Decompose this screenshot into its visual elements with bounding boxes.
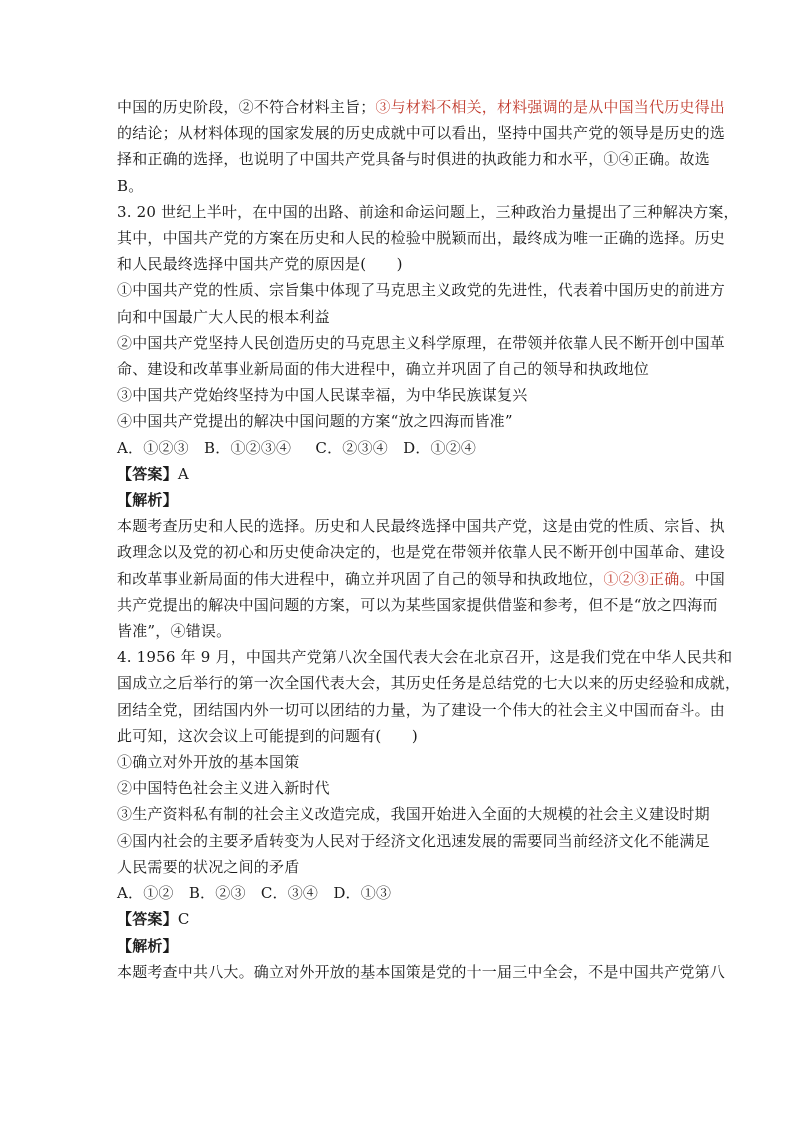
q4-item-2: ②中国特色社会主义进入新时代 (117, 779, 330, 798)
q4-answer (117, 906, 685, 932)
q4-item-1: ①确立对外开放的基本国策 (117, 753, 300, 772)
intro-line-3: 择和正确的选择，也说明了中国共产党具备与时俱进的执政能力和水平，①④正确。故选 (117, 150, 710, 169)
intro-line-4: B。 (117, 176, 144, 195)
q3-stem-line-1: 3. 20 世纪上半叶，在中国的出路、前途和命运问题上，三种政治力量提出了三种解决方案， (117, 202, 739, 221)
q3-analysis-line-1: 本题考查历史和人民的选择。历史和人民最终选择中国共产党，这是由党的性质、宗旨、执 (117, 517, 726, 536)
q4-stem-line-3: 团结全党，团结国内外一切可以团结的力量，为了建设一个伟大的社会主义中国而奋斗。由 (117, 700, 726, 719)
intro-line-2: 的结论；从材料体现的国家发展的历史成就中可以看出，坚持中国共产党的领导是历史的选 (117, 124, 726, 143)
q4-answer-value: C (177, 910, 190, 929)
q3-analysis-line-5: 皆准”，④错误。 (117, 622, 232, 641)
q4-options: A．①② B．②③ C．③④ D．①③ (117, 884, 392, 903)
q4-answer-label: 【答案】 (117, 910, 178, 929)
document-body (117, 94, 741, 985)
q3-stem-line-3: 和人民最终选择中国共产党的原因是( ) (117, 255, 403, 274)
q3-analysis-line-3-red: ①②③正确。 (603, 569, 695, 588)
q3-analysis-line-3-after: 中国 (694, 569, 726, 588)
q3-stem-line-2: 其中，中国共产党的方案在历史和人民的检验中脱颖而出，最终成为唯一正确的选择。历史 (117, 229, 726, 248)
q3-item-1a: ①中国共产党的性质、宗旨集中体现了马克思主义政党的先进性，代表着中国历史的前进方 (117, 281, 726, 300)
q3-analysis-line-4: 共产党提出的解决中国问题的方案，可以为某些国家提供借鉴和参考，但不是“放之四海而 (117, 595, 718, 614)
q3-answer-value: A (177, 464, 189, 483)
q3-answer-label: 【答案】 (117, 464, 178, 483)
q4-item-4a: ④国内社会的主要矛盾转变为人民对于经济文化迅速发展的需要同当前经济文化不能满足 (117, 831, 710, 850)
q3-item-2a: ②中国共产党坚持人民创造历史的马克思主义科学原理，在带领并依靠人民不断开创中国革 (117, 333, 726, 352)
intro-line-1-red-text: ③与材料不相关，材料强调的是从中国当代历史得出 (375, 98, 726, 116)
q3-item-3: ③中国共产党始终坚持为中国人民谋幸福，为中华民族谋复兴 (117, 386, 528, 405)
q4-item-3: ③生产资料私有制的社会主义改造完成，我国开始进入全面的大规模的社会主义建设时期 (117, 805, 710, 824)
q4-analysis-line-1: 本题考查中共八大。确立对外开放的基本国策是党的十一届三中全会，不是中国共产党第八 (117, 962, 726, 981)
q3-answer (117, 461, 685, 487)
q4-stem-line-4: 此可知，这次会议上可能提到的问题有( ) (117, 726, 418, 745)
q4-analysis-label: 【解析】 (117, 936, 178, 955)
q3-analysis-label: 【解析】 (117, 491, 178, 510)
intro-line-1 (117, 94, 726, 120)
q4-stem-line-1: 4. 1956 年 9 月，中国共产党第八次全国代表大会在北京召开，这是我们党在中华人民共和 (117, 648, 733, 667)
q3-item-2b: 命、建设和改革事业新局面的伟大进程中，确立并巩固了自己的领导和执政地位 (117, 360, 650, 379)
q4-stem-line-2: 国成立之后举行的第一次全国代表大会，其历史任务是总结党的七大以来的历史经验和成就， (117, 674, 741, 693)
q3-analysis-line-2: 政理念以及党的初心和历史使命决定的，也是党在带领并依靠人民不断开创中国革命、建设 (117, 543, 726, 562)
q3-options: A．①②③ B．①②③④ C．②③④ D．①②④ (117, 438, 477, 457)
q3-item-4: ④中国共产党提出的解决中国问题的方案“放之四海而皆准” (117, 412, 513, 431)
q4-item-4b: 人民需要的状况之间的矛盾 (117, 857, 300, 876)
q3-analysis-line-3 (117, 566, 726, 592)
intro-line-1-text: 中国的历史阶段，②不符合材料主旨； (117, 98, 376, 116)
q3-item-1b: 向和中国最广大人民的根本利益 (117, 307, 330, 326)
q3-analysis-line-3-text: 和改革事业新局面的伟大进程中，确立并巩固了自己的领导和执政地位， (117, 569, 604, 588)
